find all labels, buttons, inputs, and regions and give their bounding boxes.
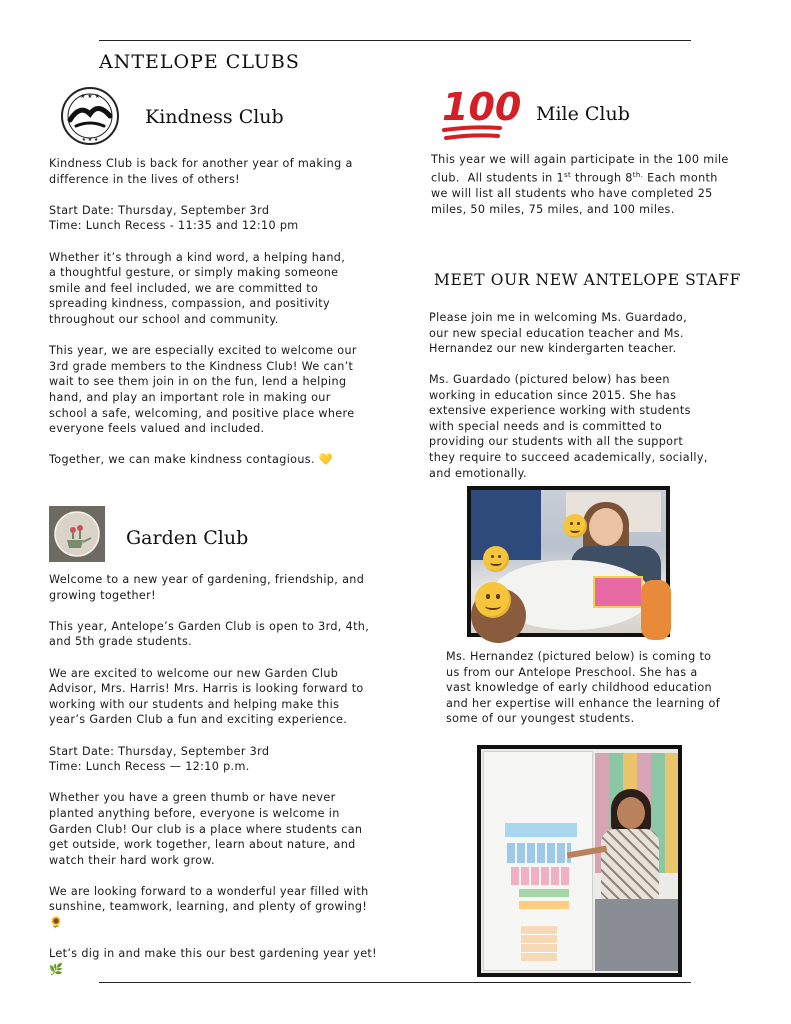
mile-club-line: we will list all students who have completed 25 — [431, 186, 713, 200]
smiley-emoji-icon — [563, 514, 587, 538]
top-rule — [99, 40, 691, 41]
superscript-th: th. — [632, 170, 644, 179]
hernandez-bio: Ms. Hernandez (pictured below) is coming to us from our Antelope Preschool. She has a vast knowledge of early childhood education and her expertise will enhance the learning of some of our youngest students. — [446, 650, 721, 726]
mile-club-line: club. All students in 1st through $8^{th.}$ Each month — [431, 170, 718, 185]
garden-paragraph: Let’s dig in and make this our best gardening year yet! 🌿 — [49, 947, 377, 976]
kindness-paragraph: Kindness Club is back for another year of making a difference in the lives of others! — [49, 157, 353, 186]
kindness-club-logo — [54, 86, 126, 146]
hundred-icon-text: 100 — [442, 85, 522, 129]
garden-club-text — [49, 572, 414, 977]
garden-club-logo — [49, 506, 105, 562]
kindness-club-heading: Kindness Club — [145, 106, 284, 128]
storage-cart — [595, 899, 678, 971]
superscript-st: st — [563, 170, 572, 179]
weather-label — [519, 901, 569, 909]
garden-paragraph: This year, Antelope’s Garden Club is open to 3rd, 4th, and 5th grade students. — [49, 619, 370, 649]
kindness-paragraph: Start Date: Thursday, September 3rd Time: Lunch Recess - 11:35 and 12:10 pm — [49, 203, 299, 233]
weather-label — [519, 889, 569, 897]
guardado-photo — [467, 486, 670, 637]
calendar-cards — [507, 843, 571, 863]
garden-paragraph: Start Date: Thursday, September 3rd Time: Lunch Recess — 12:10 p.m. — [49, 744, 270, 774]
kindness-paragraph: This year, we are especially excited to welcome our 3rd grade members to the Kindness Club! We can’t wait to see them join in on the fun, lend a helping hand, and play an important role in making our school a safe, welcoming, and positive place where everyone feels valued and included. — [49, 344, 357, 436]
mile-club-heading: Mile Club — [536, 103, 630, 125]
mile-club-line: This year we will again participate in the 100 mile — [431, 153, 729, 166]
svg-text:★ ★ ★: ★ ★ ★ — [81, 137, 99, 143]
kindness-paragraph: Together, we can make kindness contagious. 💛 — [49, 453, 334, 467]
hundred-points-icon — [438, 80, 522, 146]
staff-heading: MEET OUR NEW ANTELOPE STAFF — [434, 271, 741, 289]
teacher-face — [617, 797, 645, 829]
page-title: ANTELOPE CLUBS — [99, 51, 300, 73]
mile-club-text — [431, 152, 729, 217]
student-shirt — [641, 580, 671, 640]
calendar-cards — [511, 867, 571, 885]
garden-paragraph: Welcome to a new year of gardening, friendship, and growing together! — [49, 573, 365, 602]
teacher-face — [589, 508, 623, 546]
bottom-rule — [99, 982, 691, 983]
feelings-chart — [521, 925, 557, 961]
garden-paragraph: Whether you have a green thumb or have never planted anything before, everyone is welcome in Garden Club! Our club is a place where students can get outside, work together, learn about nature, and watch their hard work grow. — [49, 791, 363, 867]
calendar-strip — [505, 823, 577, 837]
kindness-paragraph: Whether it’s through a kind word, a helping hand, a thoughtful gesture, or simply making someone smile and feel included, we are committed to spreading kindness, compassion, and positivity throughout our school and community. — [49, 250, 346, 326]
classroom-wall — [471, 490, 541, 560]
garden-paragraph: We are excited to welcome our new Garden Club Advisor, Mrs. Harris! Mrs. Harris is looking forward to working with our students and helping make this year’s Garden Club a fun and exciting experience. — [49, 666, 364, 727]
staff-intro: Please join me in welcoming Ms. Guardado, our new special education teacher and Ms. Hernandez our new kindergarten teacher. — [429, 311, 687, 356]
smiley-emoji-icon — [475, 582, 511, 618]
hernandez-photo — [477, 745, 682, 977]
kindness-club-text — [49, 156, 399, 468]
mile-club-line: miles, 50 miles, 75 miles, and 100 miles. — [431, 202, 675, 216]
game-board — [593, 576, 643, 608]
smiley-emoji-icon — [483, 546, 509, 572]
guardado-bio: Ms. Guardado (pictured below) has been working in education since 2015. She has extensive experience working with students with special needs and is committed to providing our students with all the support they require to succeed academically, socially, and emotionally. — [429, 373, 708, 480]
svg-text:★ ★ ★: ★ ★ ★ — [80, 93, 100, 100]
garden-club-heading: Garden Club — [126, 527, 249, 549]
garden-paragraph: We are looking forward to a wonderful year filled with sunshine, teamwork, learning, and plenty of growing! 🌻 — [49, 884, 369, 930]
